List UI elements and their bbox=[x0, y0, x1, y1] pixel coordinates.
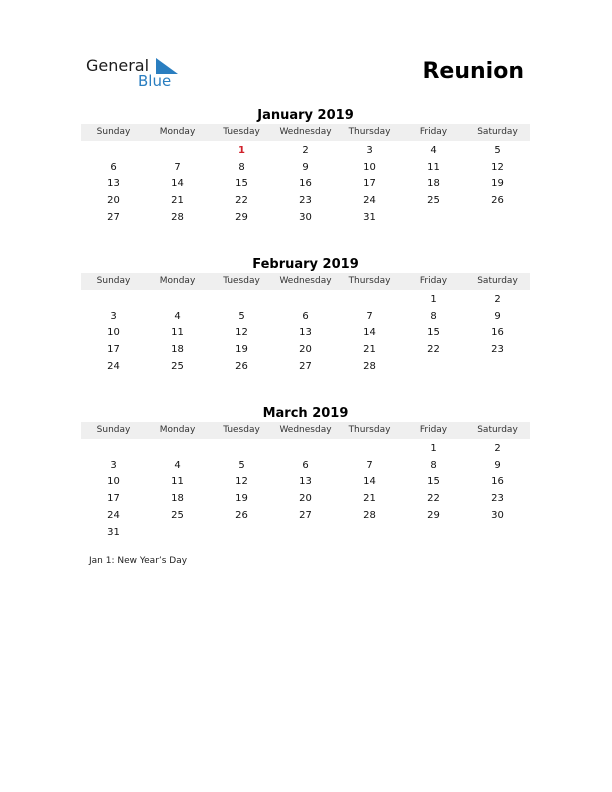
weekday-label: Wednesday bbox=[279, 127, 332, 137]
date-cell: 3 bbox=[110, 310, 117, 322]
date-cell: 3 bbox=[110, 459, 117, 471]
date-cell: 3 bbox=[366, 145, 373, 156]
date-cell: 23 bbox=[299, 195, 312, 207]
date-cell: 26 bbox=[491, 195, 504, 207]
date-cell: 27 bbox=[299, 360, 312, 372]
date-cell: 14 bbox=[171, 178, 184, 190]
date-cell: 18 bbox=[171, 493, 184, 505]
country-title: Reunion bbox=[422, 59, 524, 84]
date-cell: 15 bbox=[427, 476, 440, 488]
weekday-header-row bbox=[81, 273, 530, 290]
date-cell: 9 bbox=[494, 459, 501, 471]
weekday-label: Saturday bbox=[477, 127, 518, 137]
month-title: February 2019 bbox=[252, 257, 359, 272]
date-cell: 7 bbox=[366, 310, 373, 322]
weekday-label: Sunday bbox=[96, 127, 131, 137]
date-cell: 2 bbox=[302, 145, 309, 156]
date-cell: 24 bbox=[107, 360, 120, 372]
date-cell: 5 bbox=[494, 145, 501, 156]
date-cell: 11 bbox=[427, 161, 440, 173]
weekday-label: Tuesday bbox=[223, 276, 260, 286]
date-cell: 18 bbox=[171, 344, 184, 356]
month-title: March 2019 bbox=[262, 406, 349, 421]
date-cell: 6 bbox=[110, 161, 117, 173]
date-cell: 15 bbox=[427, 327, 440, 339]
date-cell: 9 bbox=[494, 310, 501, 322]
date-cell: 7 bbox=[366, 459, 373, 471]
date-cell: 28 bbox=[171, 211, 184, 223]
date-cell: 23 bbox=[491, 344, 504, 356]
date-cell: 11 bbox=[171, 327, 184, 339]
weekday-label: Tuesday bbox=[223, 425, 260, 435]
date-cell: 24 bbox=[363, 195, 376, 207]
date-cell: 29 bbox=[427, 509, 440, 521]
date-cell: 21 bbox=[363, 493, 376, 505]
date-cell: 14 bbox=[363, 476, 376, 488]
date-cell: 2 bbox=[494, 443, 501, 454]
weekday-label: Thursday bbox=[348, 276, 391, 286]
weekday-header-row bbox=[81, 124, 530, 141]
date-cell: 13 bbox=[299, 327, 312, 339]
weekday-label: Saturday bbox=[477, 425, 518, 435]
weekday-label: Monday bbox=[159, 127, 196, 137]
date-cell: 21 bbox=[171, 195, 184, 207]
date-cell: 1 bbox=[430, 443, 437, 454]
date-cell: 28 bbox=[363, 360, 376, 372]
date-cell: 26 bbox=[235, 509, 248, 521]
holiday-date-cell: 1 bbox=[238, 145, 245, 156]
date-cell: 31 bbox=[363, 211, 376, 223]
date-cell: 12 bbox=[235, 476, 248, 488]
date-cell: 10 bbox=[107, 327, 120, 339]
date-cell: 29 bbox=[235, 211, 248, 223]
weekday-label: Monday bbox=[159, 276, 196, 286]
weekday-label: Saturday bbox=[477, 276, 518, 286]
weekday-label: Thursday bbox=[348, 127, 391, 137]
date-cell: 5 bbox=[238, 459, 245, 471]
logo-text-general: General bbox=[86, 56, 150, 75]
date-cell: 22 bbox=[427, 493, 440, 505]
logo-text-blue: Blue bbox=[138, 72, 172, 90]
holiday-note: Jan 1: New Year’s Day bbox=[89, 556, 188, 566]
date-cell: 13 bbox=[299, 476, 312, 488]
date-cell: 19 bbox=[235, 344, 248, 356]
date-cell: 18 bbox=[427, 178, 440, 190]
date-cell: 16 bbox=[491, 327, 504, 339]
date-cell: 25 bbox=[171, 509, 184, 521]
date-cell: 26 bbox=[235, 360, 248, 372]
date-cell: 23 bbox=[491, 493, 504, 505]
date-cell: 20 bbox=[299, 493, 312, 505]
date-cell: 11 bbox=[171, 476, 184, 488]
date-cell: 10 bbox=[363, 161, 376, 173]
date-cell: 22 bbox=[235, 195, 248, 207]
weekday-label: Friday bbox=[419, 276, 448, 286]
weekday-label: Sunday bbox=[96, 425, 131, 435]
date-cell: 30 bbox=[491, 509, 504, 521]
date-cell: 17 bbox=[363, 178, 376, 190]
generalblue-logo bbox=[86, 56, 182, 92]
date-cell: 16 bbox=[491, 476, 504, 488]
date-cell: 20 bbox=[299, 344, 312, 356]
date-cell: 8 bbox=[430, 459, 437, 471]
date-cell: 20 bbox=[107, 195, 120, 207]
date-cell: 8 bbox=[238, 161, 245, 173]
weekday-header-row bbox=[81, 422, 530, 439]
date-cell: 2 bbox=[494, 294, 501, 305]
date-cell: 15 bbox=[235, 178, 248, 190]
date-cell: 5 bbox=[238, 310, 245, 322]
date-cell: 6 bbox=[302, 310, 309, 322]
date-cell: 12 bbox=[235, 327, 248, 339]
weekday-label: Wednesday bbox=[279, 425, 332, 435]
date-cell: 19 bbox=[235, 493, 248, 505]
date-cell: 30 bbox=[299, 211, 312, 223]
date-cell: 25 bbox=[171, 360, 184, 372]
date-cell: 24 bbox=[107, 509, 120, 521]
date-cell: 27 bbox=[107, 211, 120, 223]
date-cell: 27 bbox=[299, 509, 312, 521]
weekday-label: Thursday bbox=[348, 425, 391, 435]
weekday-label: Friday bbox=[419, 425, 448, 435]
date-cell: 16 bbox=[299, 178, 312, 190]
weekday-label: Tuesday bbox=[223, 127, 260, 137]
weekday-label: Friday bbox=[419, 127, 448, 137]
date-cell: 7 bbox=[174, 161, 181, 173]
date-cell: 6 bbox=[302, 459, 309, 471]
month-title: January 2019 bbox=[257, 108, 354, 123]
date-cell: 17 bbox=[107, 493, 120, 505]
date-cell: 31 bbox=[107, 526, 120, 538]
weekday-label: Sunday bbox=[96, 276, 131, 286]
date-cell: 4 bbox=[430, 145, 437, 156]
date-cell: 9 bbox=[302, 161, 309, 173]
date-cell: 13 bbox=[107, 178, 120, 190]
date-cell: 4 bbox=[174, 459, 181, 471]
date-cell: 4 bbox=[174, 310, 181, 322]
date-cell: 8 bbox=[430, 310, 437, 322]
date-cell: 10 bbox=[107, 476, 120, 488]
date-cell: 12 bbox=[491, 161, 504, 173]
date-cell: 28 bbox=[363, 509, 376, 521]
date-cell: 21 bbox=[363, 344, 376, 356]
date-cell: 17 bbox=[107, 344, 120, 356]
date-cell: 1 bbox=[430, 294, 437, 305]
date-cell: 19 bbox=[491, 178, 504, 190]
date-cell: 14 bbox=[363, 327, 376, 339]
weekday-label: Monday bbox=[159, 425, 196, 435]
date-cell: 22 bbox=[427, 344, 440, 356]
weekday-label: Wednesday bbox=[279, 276, 332, 286]
date-cell: 25 bbox=[427, 195, 440, 207]
